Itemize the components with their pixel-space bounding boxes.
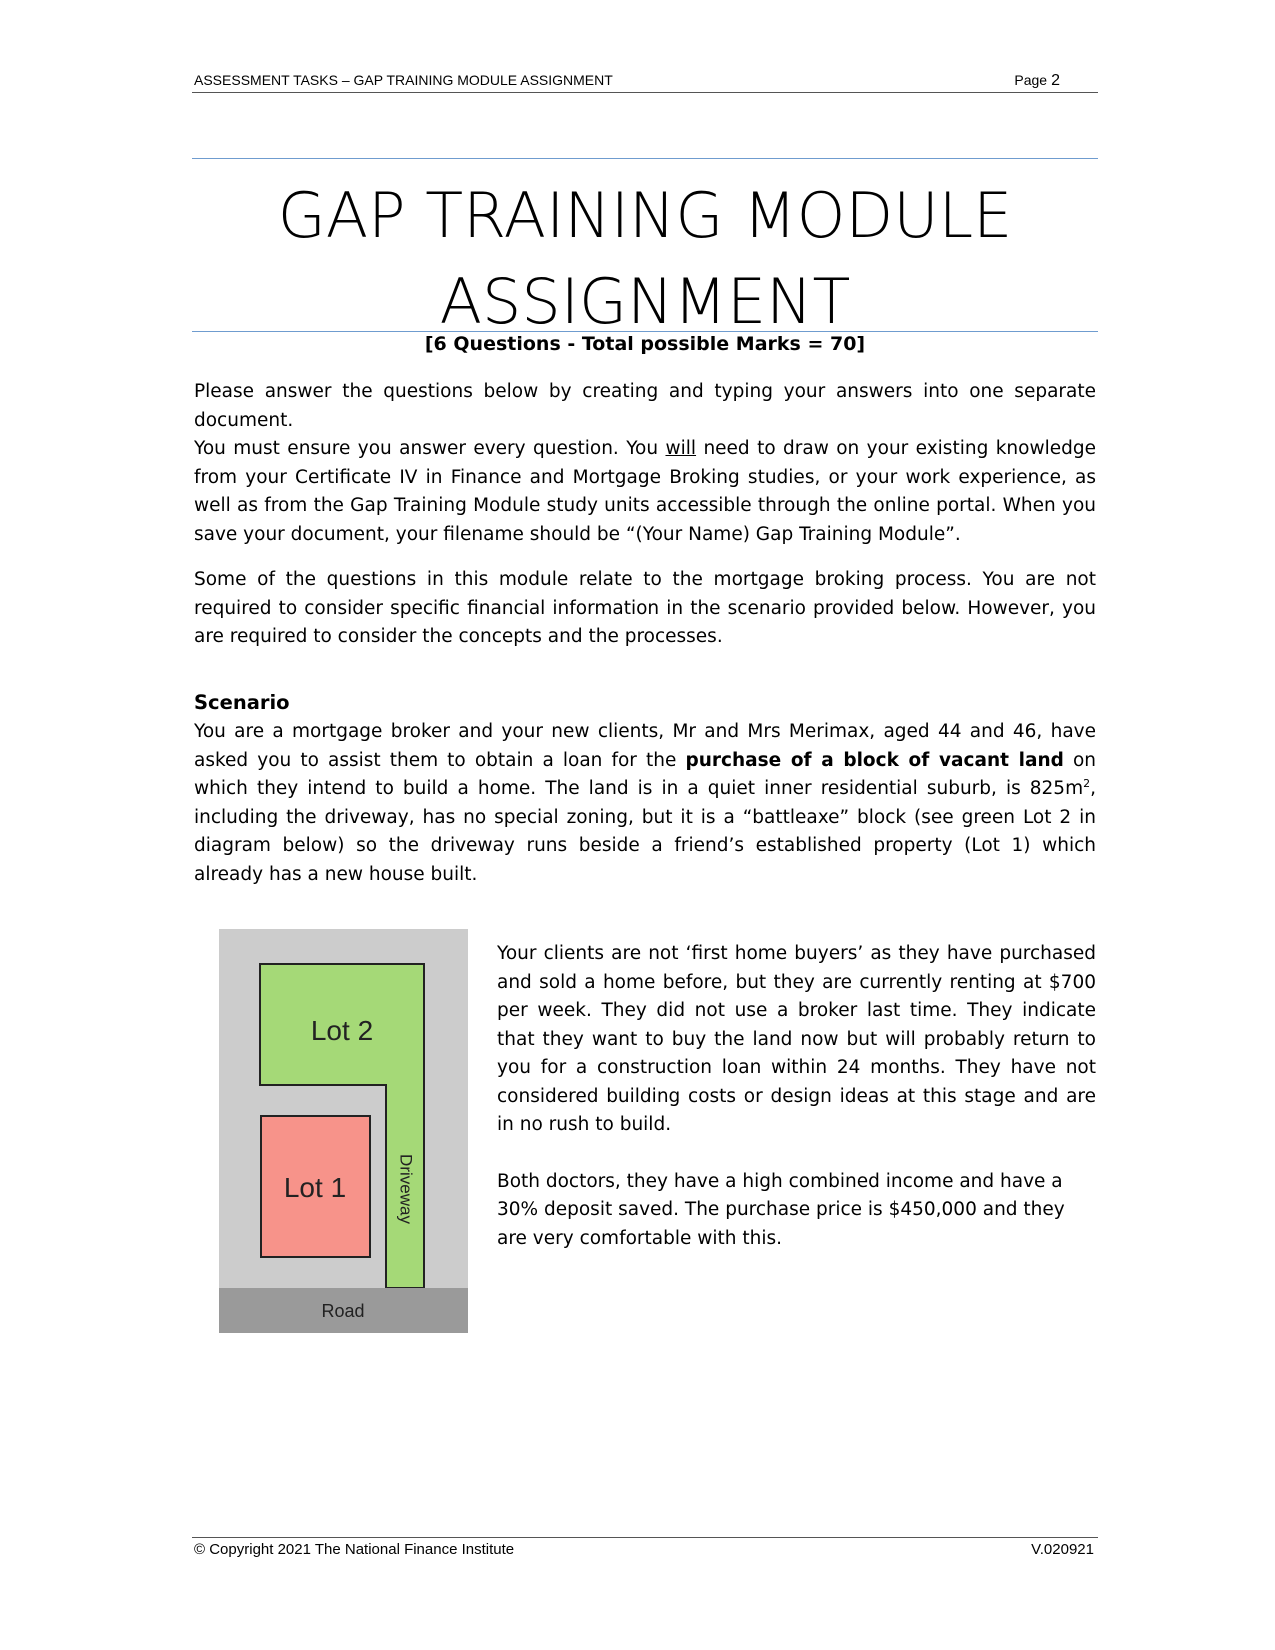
scenario-section — [194, 688, 1096, 889]
intro-section — [194, 378, 1096, 652]
title-block — [192, 158, 1098, 338]
page-header — [192, 72, 1098, 93]
intro-paragraph-1: Please answer the questions below by creating and typing your answers into one separate document. — [194, 381, 1096, 431]
lot-diagram — [219, 929, 468, 1333]
scenario-superscript: 2 — [1083, 776, 1091, 790]
intro-paragraph-3: Some of the questions in this module relate to the mortgage broking process. You are not required to consider specific financial information in the scenario provided below. However, you are required to consider the concepts and the processes. — [194, 569, 1096, 647]
driveway-label: Driveway — [396, 1154, 416, 1224]
page-subtitle: [6 Questions - Total possible Marks = 70] — [424, 333, 866, 355]
scenario-text-c: , including the driveway, has no special zoning, but it is a “battleaxe” block (see green Lot 2 in diagram below) so the driveway runs beside a friend’s established property (Lot 1) which already has a new house built. — [194, 778, 1096, 885]
page-label: Page — [1014, 72, 1048, 88]
scenario-text-a: You are a mortgage broker and your new clients, Mr and Mrs Merimax, aged 44 and 46, have asked you to assist them to obtain a loan for the — [194, 721, 1096, 771]
clients-paragraph-1: Your clients are not ‘first home buyers’ as they have purchased and sold a home before, but they are currently renting at $700 per week. They did not use a broker last time. They indicate that they want to buy the land now but will probably return to you for a construction loan within 24 months. They have not considered building costs or design ideas at this stage and are in no rush to build. — [497, 943, 1096, 1135]
title-line-1: GAP TRAINING MODULE — [277, 179, 1013, 252]
lot-1-label: Lot 1 — [283, 1172, 347, 1203]
intro-p2-underlined: will — [665, 438, 697, 459]
clients-paragraph-2: Both doctors, they have a high combined income and have a 30% deposit saved. The purchase price is $450,000 and they are very comfortable with this. — [497, 1170, 1065, 1249]
header-page — [1014, 72, 1060, 90]
page-footer — [192, 1537, 1098, 1560]
intro-p2-text-a: You must ensure you answer every question. You — [194, 438, 666, 459]
intro-paragraph-2 — [194, 435, 1096, 549]
road-label: Road — [321, 1301, 365, 1321]
intro-p2-text-b: need to draw on your existing knowledge from your Certificate IV in Finance and Mortgage Broking studies, or your work experience, as well as from the Gap Training Module study units accessible through the online portal. When you save your document, your filename should be “(Your Name) Gap Training Module”. — [194, 438, 1096, 545]
scenario-text-b: on which they intend to build a home. The land is in a quiet inner residential suburb, is 825m — [194, 749, 1096, 799]
scenario-bold-text: purchase of a block of vacant land — [685, 749, 1064, 771]
footer-version: V.020921 — [1031, 1541, 1094, 1558]
scenario-paragraph — [194, 718, 1096, 889]
title-line-2: ASSIGNMENT — [439, 265, 851, 338]
clients-section — [497, 940, 1096, 1253]
page-number: 2 — [1051, 72, 1060, 89]
header-title: ASSESSMENT TASKS – GAP TRAINING MODULE ASSIGNMENT — [194, 72, 613, 88]
page-title — [192, 173, 1098, 345]
scenario-heading: Scenario — [194, 691, 290, 714]
lot-2-label: Lot 2 — [310, 1015, 374, 1046]
footer-copyright: © Copyright 2021 The National Finance Institute — [194, 1541, 515, 1558]
